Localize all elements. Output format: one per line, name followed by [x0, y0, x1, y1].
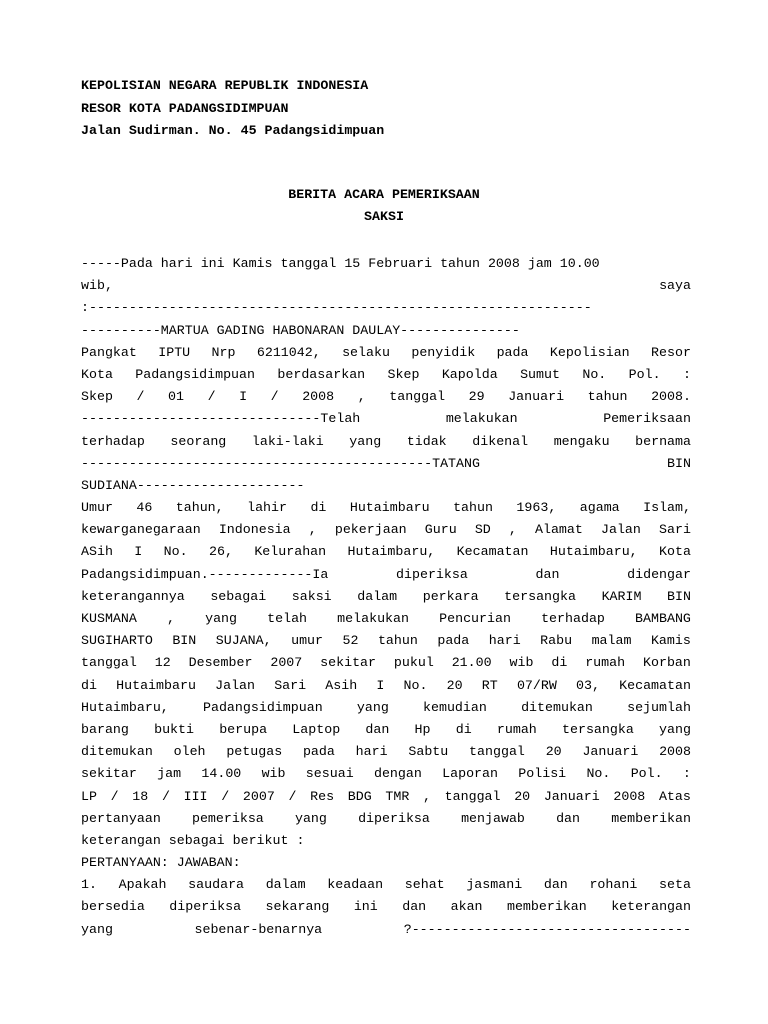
body-word: 1. — [81, 877, 97, 893]
body-word: di — [310, 500, 327, 516]
body-word: Skep — [387, 366, 420, 382]
body-word: Jalan — [600, 522, 641, 538]
body-line — [81, 320, 691, 342]
body-word: 29 — [468, 389, 485, 405]
body-line — [81, 652, 691, 674]
body-word: Umur — [81, 500, 113, 516]
document-subtitle: SAKSI — [364, 209, 404, 224]
body-line — [81, 808, 691, 830]
body-word: rumah — [496, 721, 537, 737]
body-word: melakukan — [445, 411, 518, 427]
body-word: TMR — [385, 788, 410, 804]
body-word: / — [110, 788, 119, 804]
body-word: 20 — [446, 677, 463, 693]
body-line — [81, 297, 691, 319]
institution-name: KEPOLISIAN NEGARA REPUBLIK INDONESIA — [81, 78, 369, 93]
body-word: tahun, — [175, 500, 224, 516]
body-word: Atas — [658, 788, 691, 804]
body-word: sebenar-benarnya — [194, 921, 323, 937]
body-word: 03, — [576, 677, 600, 693]
body-word: 52 — [342, 633, 359, 649]
body-word: 6211042, — [256, 344, 321, 360]
body-word: Januari — [582, 744, 639, 760]
body-word: Resor — [651, 344, 691, 360]
body-word: Asih — [325, 677, 358, 693]
body-word: Kota — [81, 366, 113, 382]
body-word: Hutaimbaru — [349, 500, 430, 516]
body-word: ditemukan — [521, 699, 593, 715]
body-word: wib — [509, 655, 534, 671]
body-word: Kota — [659, 544, 691, 560]
body-word: dengan — [373, 766, 422, 782]
body-word: melakukan — [337, 611, 409, 626]
body-word: 14.00 — [201, 766, 242, 782]
body-word: Januari — [508, 389, 565, 405]
body-word: / — [161, 788, 170, 804]
body-line — [81, 386, 691, 408]
body-word: 01 — [168, 389, 184, 405]
body-line — [81, 342, 691, 364]
body-word: bersedia — [81, 899, 145, 915]
body-word: ditemukan — [81, 744, 153, 760]
body-word: berdasarkan — [277, 366, 366, 382]
body-word: 20 — [514, 788, 531, 804]
body-word: tahun — [453, 500, 493, 516]
body-word: Kelurahan — [254, 544, 327, 560]
body-word: umur — [291, 633, 324, 649]
body-word: Sumut — [520, 366, 560, 382]
body-line — [81, 919, 691, 941]
body-word: I — [134, 544, 143, 560]
body-word: telah — [267, 611, 308, 626]
body-word: Padangsidimpuan — [202, 699, 323, 715]
body-word: lahir — [247, 500, 287, 516]
body-word: tahun — [377, 633, 418, 649]
body-line — [81, 719, 691, 741]
body-line — [81, 741, 691, 763]
body-word: keterangan sebagai berikut : — [81, 832, 305, 848]
body-word: -----Pada hari ini Kamis tanggal 15 Februari tahun 2008 jam 10.00 — [81, 256, 600, 271]
body-word: penyidik — [411, 344, 476, 360]
body-word: / — [270, 389, 279, 405]
body-word: dan — [365, 721, 390, 737]
body-word: 12 — [154, 655, 171, 671]
body-word: yang — [294, 810, 327, 826]
body-word: wib, — [81, 278, 113, 294]
body-word: barang — [81, 721, 129, 737]
body-word: Apakah — [118, 877, 167, 893]
body-word: diperiksa — [169, 899, 242, 915]
body-word: Res — [310, 788, 335, 804]
body-word: BIN — [667, 588, 691, 604]
body-word: terhadap — [541, 611, 605, 626]
body-word: keterangannya — [81, 588, 185, 604]
body-word: tidak — [406, 433, 447, 449]
body-word: bernama — [635, 433, 691, 449]
body-word: pada — [302, 744, 335, 760]
body-word: dan — [543, 877, 568, 893]
body-line — [81, 541, 691, 563]
body-line — [81, 630, 691, 652]
body-word: terhadap — [81, 433, 145, 449]
body-word: rumah — [585, 655, 626, 671]
body-word: tersangka — [562, 721, 634, 737]
body-word: didengar — [627, 566, 691, 582]
office-name: RESOR KOTA PADANGSIDIMPUAN — [81, 100, 289, 116]
body-word: oleh — [173, 744, 206, 760]
body-word: 20 — [545, 744, 562, 760]
body-word: SUJANA, — [215, 633, 272, 649]
body-word: Padangsidimpuan.-------------Ia — [81, 566, 329, 582]
body-line — [81, 519, 691, 541]
body-line — [81, 608, 691, 630]
body-word: selaku — [342, 344, 390, 360]
body-word: I — [239, 389, 248, 405]
body-word: agama — [579, 500, 620, 516]
body-word: ASih — [81, 544, 113, 560]
body-line — [81, 431, 691, 453]
body-word: Laptop — [292, 721, 341, 737]
body-word: SUDIANA--------------------- — [81, 477, 305, 493]
body-word: tanggal — [444, 788, 501, 804]
body-word: / — [221, 788, 230, 804]
body-word: di — [455, 721, 472, 737]
body-word: Kecamatan — [619, 677, 691, 693]
body-word: Pemeriksaan — [603, 411, 691, 427]
body-word: Padangsidimpuan — [135, 366, 255, 382]
body-line — [81, 497, 691, 519]
body-line — [81, 275, 691, 297]
body-line — [81, 874, 691, 896]
body-word: wib — [261, 766, 286, 782]
body-line — [81, 475, 691, 497]
body-word: laki-laki — [251, 433, 324, 449]
body-word: dikenal — [472, 433, 529, 449]
body-word: tanggal — [469, 744, 525, 760]
body-word: , — [166, 611, 175, 626]
body-word: perkara — [422, 588, 479, 604]
body-word: Sabtu — [408, 744, 449, 760]
body-word: Polisi — [518, 766, 567, 782]
body-word: dalam — [265, 877, 306, 893]
body-word: Sari — [274, 677, 307, 693]
body-word: dan — [402, 899, 427, 915]
body-word: yang — [81, 921, 113, 937]
body-word: ------------------------------Telah — [81, 411, 361, 427]
body-word: dalam — [357, 588, 398, 604]
body-word: Hp — [414, 721, 431, 737]
body-word: pertanyaan — [81, 810, 161, 826]
document-body — [81, 253, 691, 941]
body-word: KUSMANA — [81, 611, 137, 626]
body-word: tanggal — [389, 389, 446, 405]
body-word: , — [308, 522, 317, 538]
body-word: di — [551, 655, 568, 671]
body-word: diperiksa — [396, 566, 468, 582]
body-word: pada — [496, 344, 529, 360]
body-word: diperiksa — [358, 810, 430, 826]
body-word: pukul — [393, 655, 434, 671]
body-word: ----------MARTUA GADING HABONARAN DAULAY--------------- — [81, 322, 520, 338]
body-word: ?----------------------------------- — [403, 921, 691, 937]
body-word: / — [288, 788, 297, 804]
body-word: memberikan — [611, 810, 691, 826]
letterhead — [81, 75, 384, 143]
body-word: yang — [349, 433, 382, 449]
body-word: sekarang — [265, 899, 330, 915]
body-word: Hutaimbaru — [116, 677, 196, 693]
body-word: Islam, — [643, 500, 691, 516]
body-word: 46 — [136, 500, 153, 516]
body-word: pekerjaan — [334, 522, 407, 538]
body-word: Pol. — [630, 766, 663, 782]
body-word: 2008 — [613, 788, 646, 804]
body-word: SUGIHARTO — [81, 633, 153, 649]
body-word: 2007 — [242, 788, 275, 804]
body-word: Jalan — [215, 677, 256, 693]
body-word: tersangka — [504, 588, 576, 604]
body-line — [81, 852, 691, 874]
body-word: 18 — [132, 788, 149, 804]
body-word: / — [136, 389, 145, 405]
body-word: berupa — [219, 721, 268, 737]
body-word: 2008 — [659, 744, 691, 760]
body-word: sebagai — [210, 588, 267, 604]
body-word: Rabu — [540, 633, 573, 649]
body-word: mengaku — [553, 433, 610, 449]
body-word: No. — [586, 766, 611, 782]
body-word: jasmani — [466, 877, 523, 893]
body-line — [81, 786, 691, 808]
body-word: / — [207, 389, 216, 405]
body-word: 21.00 — [451, 655, 492, 671]
body-word: KARIM — [601, 588, 642, 604]
body-word: saksi — [291, 588, 332, 604]
body-word: Laporan — [442, 766, 498, 782]
body-word: kewarganegaraan — [81, 522, 201, 538]
body-word: sejumlah — [627, 699, 691, 715]
body-word: Skep — [81, 389, 113, 405]
body-word: sekitar — [320, 655, 377, 671]
body-word: jam — [157, 766, 182, 782]
body-word: pemeriksa — [191, 810, 264, 826]
body-word: rohani — [589, 877, 638, 893]
body-word: petugas — [226, 744, 283, 760]
body-word: 07/RW — [516, 677, 557, 693]
body-word: Januari — [543, 788, 600, 804]
body-word: :--------------------------------------------------------------- — [81, 300, 592, 316]
body-line — [81, 564, 691, 586]
body-word: Korban — [643, 655, 691, 671]
body-word: di — [81, 677, 97, 693]
body-word: Hutaimbaru, — [549, 544, 638, 560]
body-word: LP — [81, 788, 97, 804]
body-word: hari — [488, 633, 521, 649]
body-word: akan — [450, 899, 483, 915]
body-word: Alamat — [534, 522, 583, 538]
document-title: BERITA ACARA PEMERIKSAAN — [288, 187, 480, 202]
body-line — [81, 830, 691, 852]
body-word: No. — [403, 677, 428, 693]
body-line — [81, 408, 691, 430]
body-word: keadaan — [327, 877, 384, 893]
body-word: PERTANYAAN: JAWABAN: — [81, 855, 241, 871]
body-word: --------------------------------------------TATANG — [81, 455, 480, 471]
body-word: dan — [556, 810, 581, 826]
body-word: yang — [356, 699, 389, 715]
body-line — [81, 697, 691, 719]
body-word: Indonesia — [218, 522, 291, 538]
body-word: : — [682, 766, 691, 782]
body-word: No. — [582, 366, 607, 382]
body-word: Kapolda — [441, 366, 498, 382]
body-word: sesuai — [305, 766, 354, 782]
body-line — [81, 763, 691, 785]
body-word: III — [183, 788, 208, 804]
body-line — [81, 364, 691, 386]
body-line — [81, 453, 691, 475]
body-word: yang — [205, 611, 238, 626]
body-word: 1963, — [516, 500, 557, 516]
body-word: Hutaimbaru, — [347, 544, 436, 560]
body-word: Sari — [659, 522, 691, 538]
body-word: Kecamatan — [456, 544, 529, 560]
body-word: sekitar — [81, 766, 137, 782]
body-word: Kamis — [650, 633, 691, 649]
body-word: seta — [659, 877, 691, 893]
body-word: SD — [474, 522, 491, 538]
body-word: Pol. — [628, 366, 661, 382]
body-word: 26, — [208, 544, 233, 560]
body-word: BDG — [347, 788, 372, 804]
body-word: malam — [591, 633, 632, 649]
body-word: BAMBANG — [635, 611, 691, 626]
body-line — [81, 253, 691, 275]
body-word: BIN — [172, 633, 197, 649]
body-word: bukti — [154, 721, 194, 737]
body-word: yang — [659, 721, 691, 737]
body-word: Hutaimbaru, — [81, 699, 169, 715]
body-word: Pangkat — [81, 344, 137, 360]
body-word: , — [423, 788, 431, 804]
body-word: sehat — [404, 877, 445, 893]
body-word: tahun — [587, 389, 628, 405]
body-word: 2008. — [651, 389, 691, 405]
body-word: , — [508, 522, 517, 538]
body-word: RT — [481, 677, 498, 693]
body-word: 2008 — [302, 389, 335, 405]
body-word: seorang — [170, 433, 227, 449]
body-word: I — [376, 677, 385, 693]
body-word: : — [682, 366, 691, 382]
body-word: Pencurian — [439, 611, 511, 626]
body-word: Guru — [424, 522, 457, 538]
body-word: ini — [353, 899, 378, 915]
body-word: BIN — [667, 455, 691, 471]
body-word: Kepolisian — [549, 344, 630, 360]
body-word: saudara — [188, 877, 245, 893]
body-line — [81, 896, 691, 918]
body-word: , — [357, 389, 366, 405]
body-line — [81, 675, 691, 697]
body-word: kemudian — [423, 699, 487, 715]
body-word: No. — [163, 544, 188, 560]
body-word: 2007 — [270, 655, 303, 671]
office-address: Jalan Sudirman. No. 45 Padangsidimpuan — [81, 123, 385, 138]
body-word: hari — [355, 744, 388, 760]
body-word: pada — [437, 633, 470, 649]
body-word: tanggal — [81, 655, 137, 671]
body-line — [81, 586, 691, 608]
body-word: dan — [535, 566, 560, 582]
body-word: saya — [659, 278, 691, 294]
body-word: keterangan — [611, 899, 691, 915]
body-word: memberikan — [506, 899, 587, 915]
body-word: Desember — [188, 655, 253, 671]
body-word: menjawab — [461, 810, 525, 826]
body-word: IPTU — [158, 344, 191, 360]
body-word: Nrp — [211, 344, 236, 360]
